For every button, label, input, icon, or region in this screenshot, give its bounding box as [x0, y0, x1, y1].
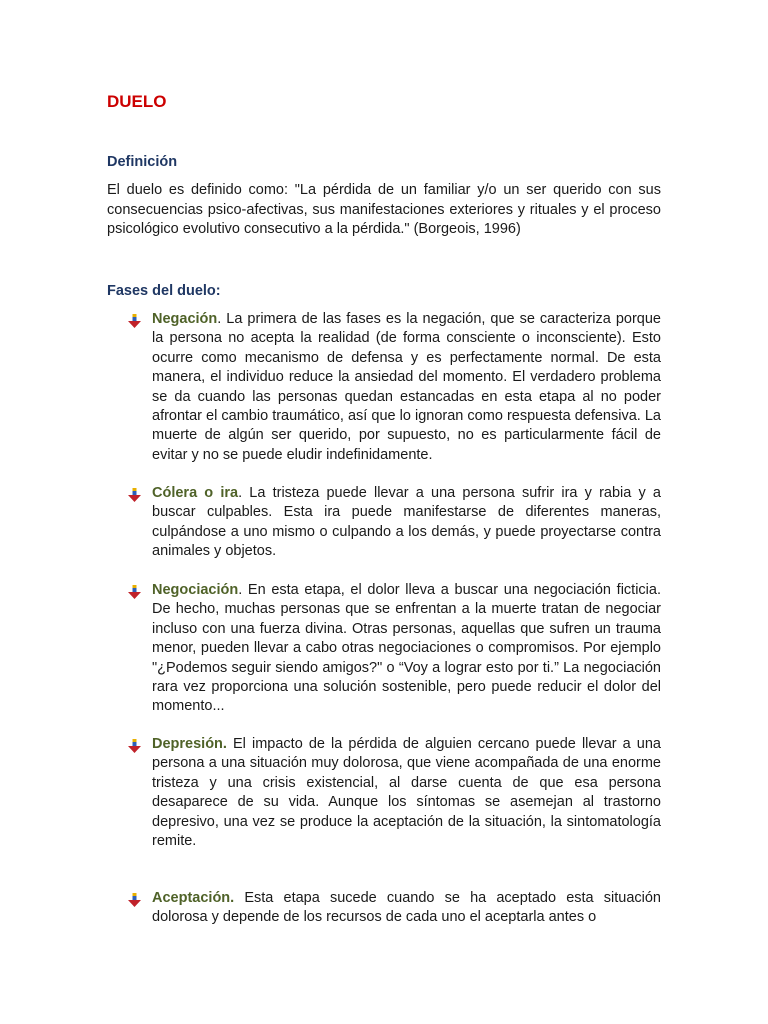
phase-name: Negociación — [152, 582, 239, 598]
phase-name: Cólera o ira — [152, 485, 239, 501]
phase-aceptacion — [152, 889, 661, 928]
phase-depresion — [152, 735, 661, 851]
definition-text: El duelo es definido como: "La pérdida de un familiar y/o un ser querido con sus consecuencias psico-afectivas, sus manifestaciones exteriores y rituales y el proceso psicológico evolutivo consecutivo a la pérdida." (Borgeois, 1996) — [107, 182, 661, 238]
phase-negociacion — [152, 581, 661, 717]
phase-description: El impacto de la pérdida de alguien cercano puede llevar a una persona a una situación muy dolorosa, que viene acompañada de una enorme tristeza y una crisis existencial, al darse cuenta de que esa persona desaparece de su vida. Aunque los síntomas se asemejan al trastorno depresivo, una vez se produce la aceptación de la situación, la sintomatología remite. — [152, 736, 661, 850]
arrow-bullet-icon — [128, 893, 141, 907]
phase-name: Aceptación. — [152, 890, 235, 906]
definition-heading: Definición — [107, 154, 178, 170]
phase-description: . La tristeza puede llevar a una persona sufrir ira y rabia y a buscar culpables. Esta ira puede manifestarse de diferentes maneras, culpándose a uno mismo o culpando a los demás, y puede proyectarse contra animales y objetos. — [152, 485, 661, 560]
phases-heading: Fases del duelo: — [107, 283, 221, 299]
arrow-bullet-icon — [128, 585, 141, 599]
phase-description: Esta etapa sucede cuando se ha aceptado esta situación dolorosa y depende de los recursos de cada uno el aceptarla antes o — [152, 890, 661, 926]
arrow-bullet-icon — [128, 314, 141, 328]
document-title: DUELO — [107, 92, 167, 111]
phase-negacion — [152, 310, 661, 465]
phase-name: Negación — [152, 311, 218, 327]
phase-description: . La primera de las fases es la negación, que se caracteriza porque la persona no acepta la realidad (de forma consciente o inconsciente). Esto ocurre como mecanismo de defensa y es perfectamente normal. De esta manera, el individuo reduce la ansiedad del momento. El verdadero problema se da cuando las personas quedan estancadas en esta etapa al no poder afrontar el cambio traumático, así que lo ignoran como respuesta defensiva. La muerte de algún ser querido, por supuesto, no es particularmente fácil de evitar y no se puede eludir indefinidamente. — [152, 311, 661, 463]
phase-colera — [152, 484, 661, 562]
phase-name: Depresión. — [152, 736, 227, 752]
arrow-bullet-icon — [128, 739, 141, 753]
arrow-bullet-icon — [128, 488, 141, 502]
phase-description: . En esta etapa, el dolor lleva a buscar una negociación ficticia. De hecho, muchas personas que se enfrentan a la muerte tratan de negociar incluso con una fuerza divina. Otras personas, aquellas que sufren un trauma menor, pueden llevar a cabo otras negociaciones o compromisos. Por ejemplo "¿Podemos seguir siendo amigos?" o “Voy a lograr esto por ti.” La negociación rara vez proporciona una solución sostenible, pero puede reducir el dolor del momento... — [152, 582, 661, 715]
